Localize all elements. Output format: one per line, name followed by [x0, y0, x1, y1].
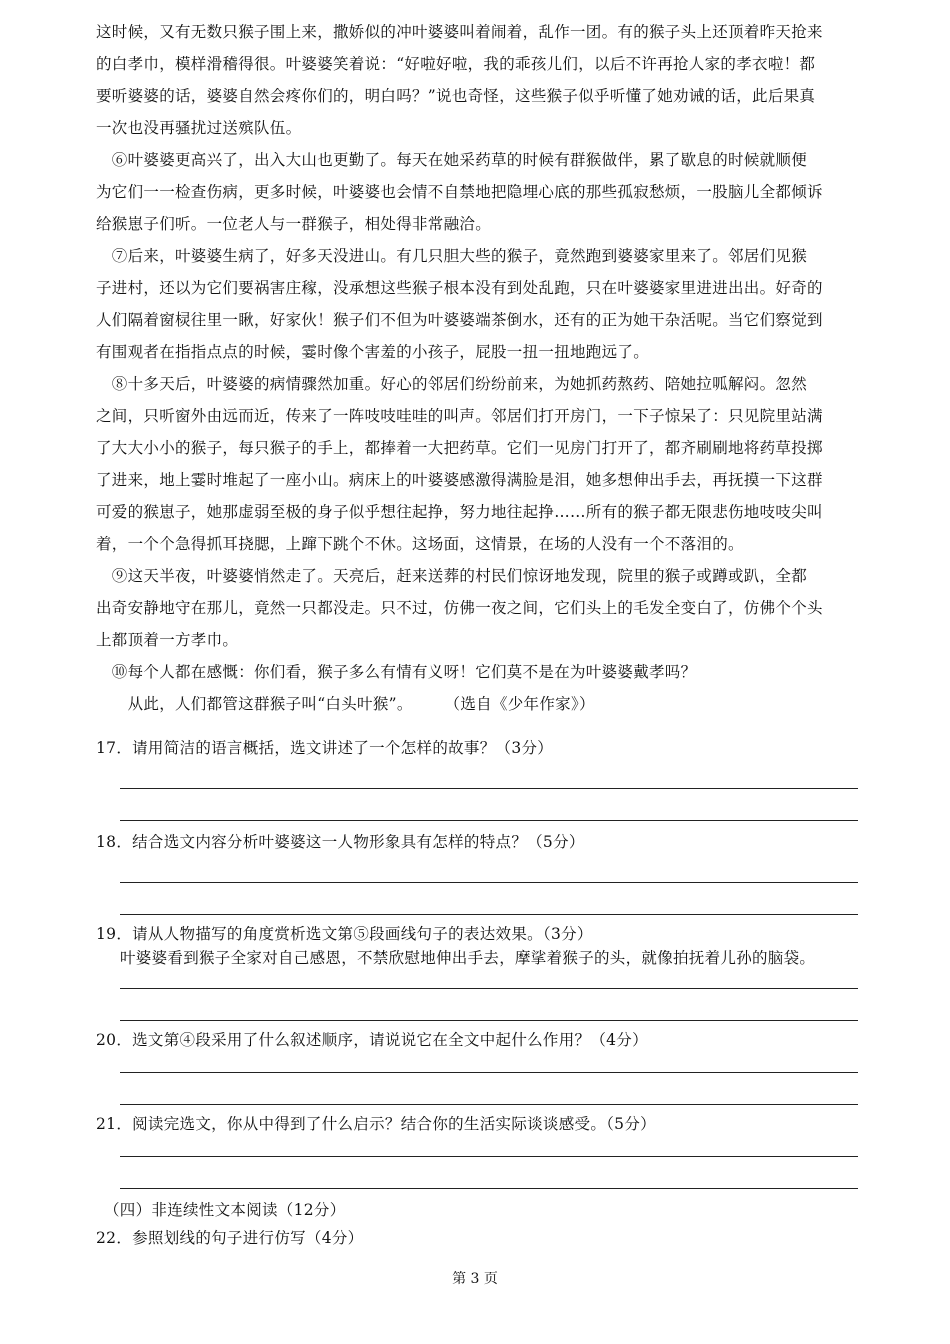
passage-line: 人们隔着窗棂往里一瞅，好家伙！猴子们不但为叶婆婆端茶倒水，还有的正为她干杂活呢。当它们察觉到 — [96, 311, 823, 329]
passage-line: 了进来，地上霎时堆起了一座小山。病床上的叶婆婆感激得满脸是泪，她多想伸出手去，再抚摸一下这群 — [96, 471, 823, 489]
question-17: 17．请用简洁的语言概括，选文讲述了一个怎样的故事？（3分） — [96, 739, 554, 757]
question-18: 18．结合选文内容分析叶婆婆这一人物形象具有怎样的特点？（5分） — [96, 833, 585, 851]
answer-line[interactable] — [120, 1188, 858, 1189]
answer-line[interactable] — [120, 1072, 858, 1073]
answer-line[interactable] — [120, 820, 858, 821]
question-19: 19．请从人物描写的角度赏析选文第⑤段画线句子的表达效果。（3分） — [96, 925, 593, 943]
page-number: 第 3 页 — [452, 1271, 498, 1287]
question-21: 21．阅读完选文，你从中得到了什么启示？结合你的生活实际谈谈感受。（5分） — [96, 1115, 656, 1133]
passage-line: 之间，只听窗外由远而近，传来了一阵吱吱哇哇的叫声。邻居们打开房门，一下子惊呆了：只见院里站满 — [96, 407, 823, 425]
answer-line[interactable] — [120, 988, 858, 989]
question-22: 22．参照划线的句子进行仿写（4分） — [96, 1229, 364, 1247]
passage-line: 有围观者在指指点点的时候，霎时像个害羞的小孩子，屁股一扭一扭地跑远了。 — [96, 343, 650, 361]
question-19-quote: 叶婆婆看到猴子全家对自己感恩，不禁欣慰地伸出手去，摩挲着猴子的头，就像拍抚着儿孙的脑袋。 — [120, 949, 816, 967]
passage-line: 子进村，还以为它们要祸害庄稼，没承想这些猴子根本没有到处乱跑，只在叶婆婆家里进进出出。好奇的 — [96, 279, 823, 297]
passage-line: ⑥叶婆婆更高兴了，出入大山也更勤了。每天在她采药草的时候有群猴做伴，累了歇息的时候就顺便 — [96, 151, 808, 169]
question-20: 20．选文第④段采用了什么叙述顺序，请说说它在全文中起什么作用？（4分） — [96, 1031, 648, 1049]
passage-line: 出奇安静地守在那儿，竟然一只都没走。只不过，仿佛一夜之间，它们头上的毛发全变白了，仿佛个个头 — [96, 599, 823, 617]
passage-line: 的白孝巾，模样滑稽得很。叶婆婆笑着说：“好啦好啦，我的乖孩儿们，以后不许再抢人家的孝衣啦！都 — [96, 55, 816, 73]
answer-line[interactable] — [120, 914, 858, 915]
answer-line[interactable] — [120, 1020, 858, 1021]
passage-line: ⑧十多天后，叶婆婆的病情骤然加重。好心的邻居们纷纷前来，为她抓药熬药、陪她拉呱解闷。忽然 — [96, 375, 808, 393]
passage-line: 可爱的猴崽子，她那虚弱至极的身子似乎想往起挣，努力地往起挣……所有的猴子都无限悲伤地吱吱尖叫 — [96, 503, 823, 521]
passage-line: 为它们一一检查伤病，更多时候，叶婆婆也会情不自禁地把隐埋心底的那些孤寂愁烦，一股脑儿全都倾诉 — [96, 183, 823, 201]
passage-line: 一次也没再骚扰过送殡队伍。 — [96, 119, 302, 137]
passage-line: 要听婆婆的话，婆婆自然会疼你们的，明白吗？”说也奇怪，这些猴子似乎听懂了她劝诫的话，此后果真 — [96, 87, 816, 105]
answer-line[interactable] — [120, 1104, 858, 1105]
passage-line: 了大大小小的猴子，每只猴子的手上，都捧着一大把药草。它们一见房门打开了，都齐刷刷地将药草投掷 — [96, 439, 823, 457]
answer-line[interactable] — [120, 788, 858, 789]
passage-line: 从此，人们都管这群猴子叫“白头叶猴”。 （选自《少年作家》） — [96, 695, 595, 713]
answer-line[interactable] — [120, 882, 858, 883]
answer-line[interactable] — [120, 1156, 858, 1157]
passage-line: ⑨这天半夜，叶婆婆悄然走了。天亮后，赶来送葬的村民们惊讶地发现，院里的猴子或蹲或趴，全都 — [96, 567, 808, 585]
passage-line: 给猴崽子们听。一位老人与一群猴子，相处得非常融洽。 — [96, 215, 492, 233]
passage-line: ⑩每个人都在感慨：你们看，猴子多么有情有义呀！它们莫不是在为叶婆婆戴孝吗？ — [96, 663, 697, 681]
passage-line: 着，一个个急得抓耳挠腮，上蹿下跳个不休。这场面，这情景，在场的人没有一个不落泪的。 — [96, 535, 744, 553]
section-heading: （四）非连续性文本阅读（12分） — [104, 1201, 346, 1219]
passage-line: ⑦后来，叶婆婆生病了，好多天没进山。有几只胆大些的猴子，竟然跑到婆婆家里来了。邻居们见猴 — [96, 247, 808, 265]
passage-line: 上都顶着一方孝巾。 — [96, 631, 239, 649]
passage-line: 这时候，又有无数只猴子围上来，撒娇似的冲叶婆婆叫着闹着，乱作一团。有的猴子头上还顶着昨天抢来 — [96, 23, 823, 41]
